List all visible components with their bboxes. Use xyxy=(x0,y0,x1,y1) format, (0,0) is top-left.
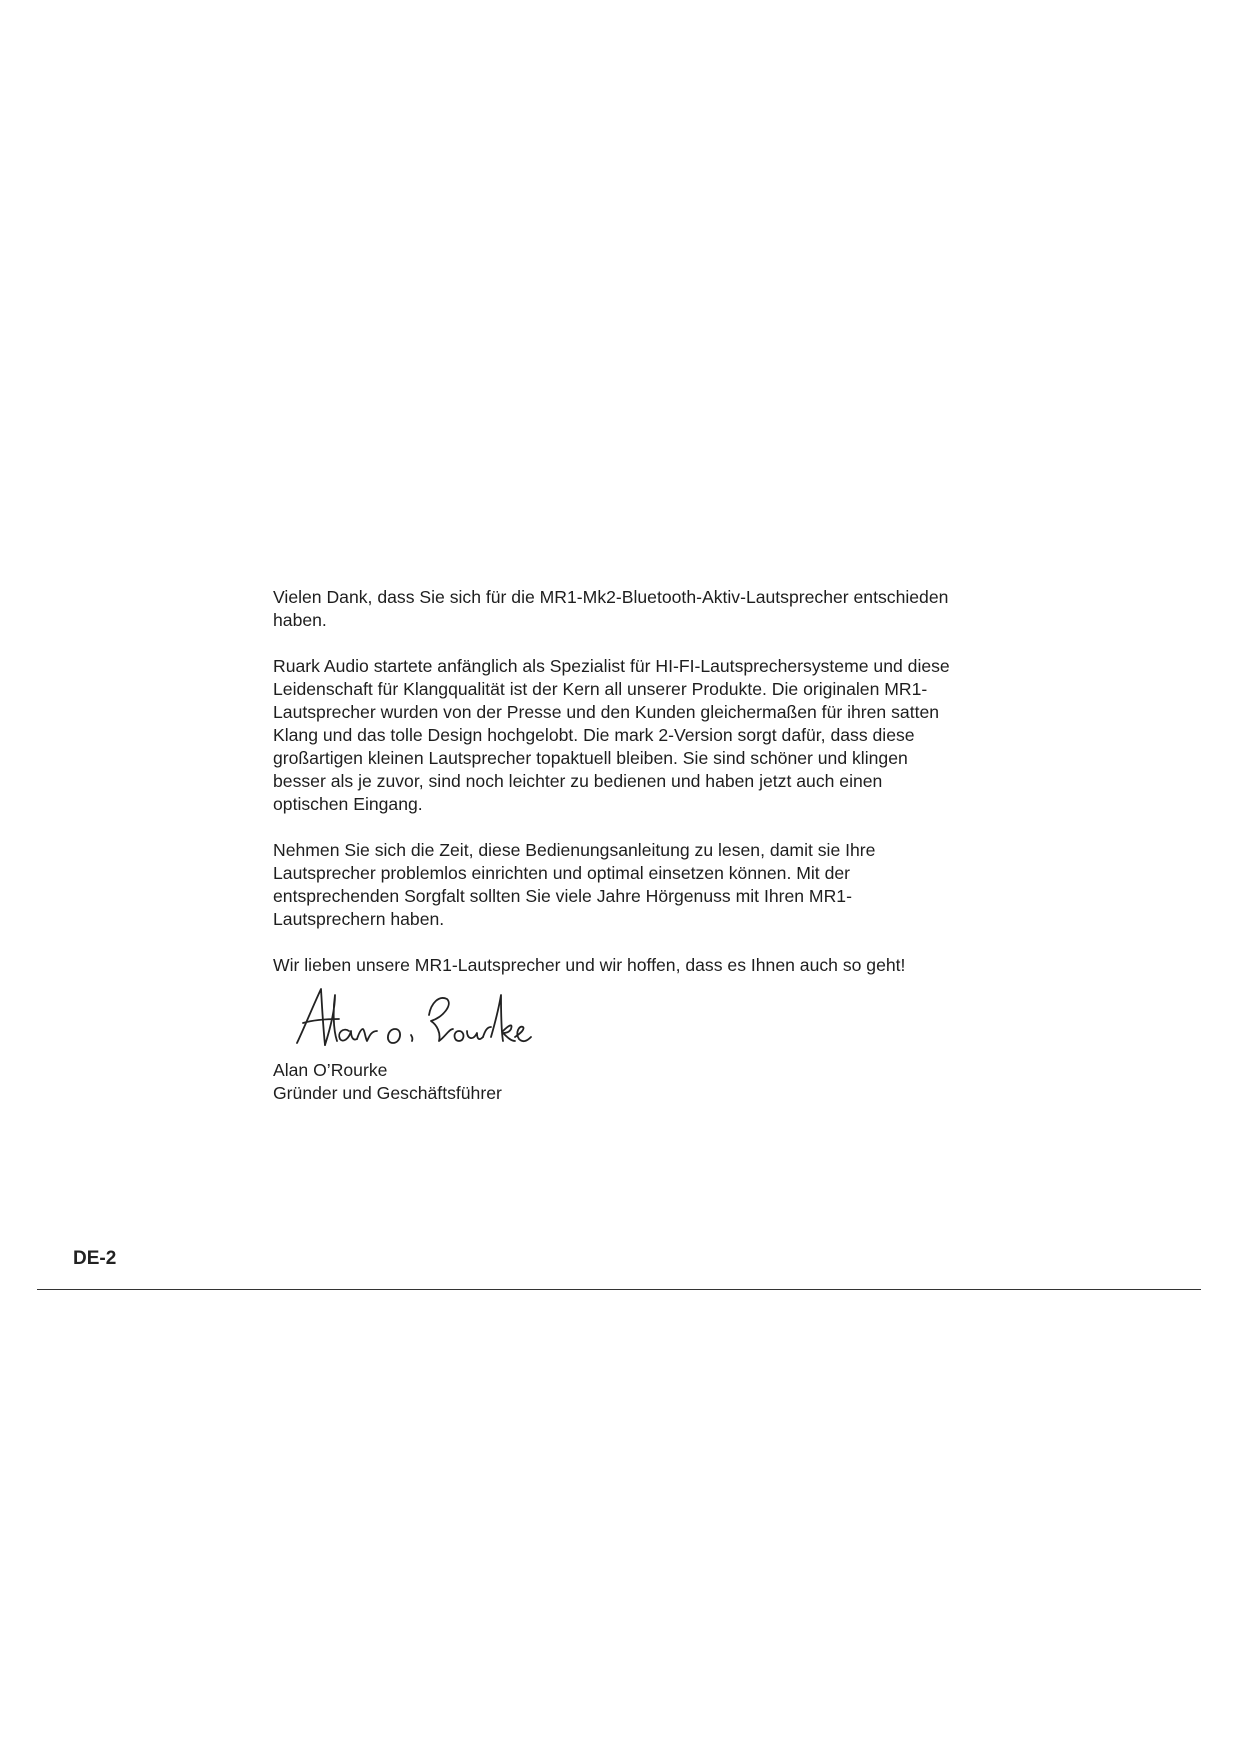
signer-role: Gründer und Geschäftsführer xyxy=(273,1083,502,1103)
page-number: DE-2 xyxy=(73,1248,117,1269)
footer-divider xyxy=(37,1289,1201,1290)
handwritten-signature xyxy=(273,981,533,1059)
paragraph-about-ruark: Ruark Audio startete anfänglich als Spezialist für HI-FI-Lautsprechersysteme und diese Leidenschaft für Klangqualität ist der Kern all unserer Produkte. Die originalen MR1-Lautsprecher wurden von der Presse und den Kunden gleichermaßen für ihren satten Klang und das tolle Design hochgelobt. Die mark 2-Version sorgt dafür, dass diese großartigen kleinen Lautsprecher topaktuell bleiben. Sie sind schöner und klingen besser als je zuvor, sind noch leichter zu bedienen und haben jetzt auch einen optischen Eingang. xyxy=(273,656,950,814)
signer-name: Alan O’Rourke xyxy=(273,1060,388,1080)
letter-body xyxy=(273,586,953,1105)
paragraph-read-manual: Nehmen Sie sich die Zeit, diese Bedienungsanleitung zu lesen, damit sie Ihre Lautsprecher problemlos einrichten und optimal einsetzen können. Mit der entsprechenden Sorgfalt sollten Sie viele Jahre Hörgenuss mit Ihren MR1-Lautsprechern haben. xyxy=(273,840,876,929)
paragraph-closing: Wir lieben unsere MR1-Lautsprecher und wir hoffen, dass es Ihnen auch so geht! xyxy=(273,955,906,975)
paragraph-thanks: Vielen Dank, dass Sie sich für die MR1-Mk2-Bluetooth-Aktiv-Lautsprecher entschieden haben. xyxy=(273,587,949,630)
